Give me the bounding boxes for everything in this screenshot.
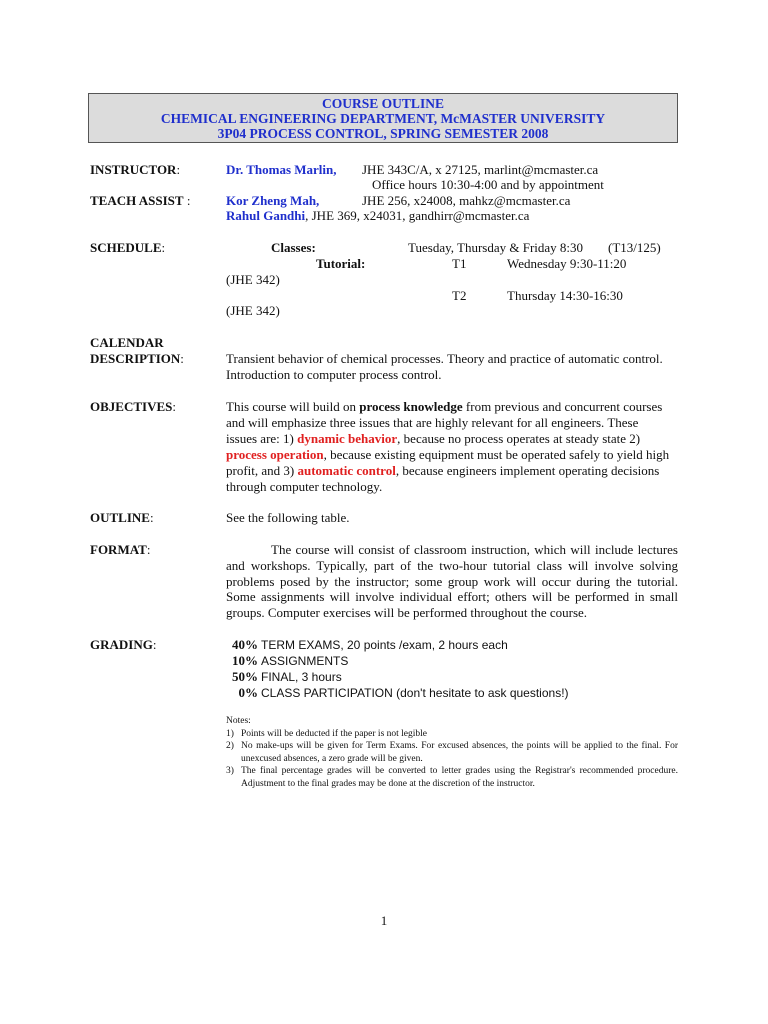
t2-time: Thursday 14:30-16:30: [507, 288, 623, 303]
notes-title: Notes:: [226, 716, 251, 726]
document-header: [88, 93, 678, 143]
ta2-line: [226, 208, 529, 224]
objectives-line2: and will emphasize three issues that are highly relevant for all engineers. These: [226, 415, 639, 430]
classes-room: (T13/125): [608, 240, 661, 255]
ta1-name: Kor Zheng Mah,: [226, 193, 320, 208]
header-department: CHEMICAL ENGINEERING DEPARTMENT, McMASTER UNIVERSITY: [160, 111, 606, 126]
objectives-label: OBJECTIVES:: [90, 399, 176, 414]
classes-time: Tuesday, Thursday & Friday 8:30: [408, 240, 584, 255]
grading-row-2: 10% ASSIGNMENTS: [232, 653, 349, 668]
t1-label: T1: [452, 256, 467, 271]
calendar-line2: Introduction to computer process control.: [226, 367, 442, 382]
classes-label: Classes:: [271, 240, 316, 255]
note-item: 1) Points will be deducted if the paper is not legible: [226, 728, 428, 739]
instructor-name: Dr. Thomas Marlin,: [226, 162, 337, 177]
ta2-name: Rahul Gandhi: [226, 208, 306, 223]
objectives-line5: profit, and 3) automatic control, because engineers implement operating decisions: [226, 463, 660, 478]
grading-row-4: 0% CLASS PARTICIPATION (don't hesitate to ask questions!): [238, 685, 569, 700]
schedule-label: SCHEDULE:: [90, 240, 166, 255]
objectives-line3: issues are: 1) dynamic behavior, because no process operates at steady state 2): [226, 431, 641, 446]
grading-row-3: 50% FINAL, 3 hours: [232, 669, 342, 684]
grading-row-1: 40% TERM EXAMS, 20 points /exam, 2 hours each: [232, 637, 508, 652]
grading-notes: [226, 715, 678, 790]
objectives-line6: through computer technology.: [226, 479, 383, 494]
header-course: 3P04 PROCESS CONTROL, SPRING SEMESTER 2008: [217, 126, 549, 141]
note-item: 3) The final percentage grades will be converted to letter grades using the Registrar's recommended procedure. Adjustment to the final grades may be done at the discretion of the instructor.: [226, 766, 678, 789]
note-item: 2) No make-ups will be given for Term Exams. For excused absences, the points will be applied to the final. For unexcused absences, a zero grade will be given.: [226, 741, 678, 764]
outline-label: OUTLINE:: [90, 510, 154, 525]
header-title: COURSE OUTLINE: [322, 96, 444, 111]
instructor-office-hours: Office hours 10:30-4:00 and by appointment: [372, 177, 604, 192]
grading-label: GRADING:: [90, 637, 157, 652]
t1-room: (JHE 342): [226, 272, 280, 287]
tutorial-label: Tutorial:: [316, 256, 366, 271]
objectives-line4: process operation, because existing equipment must be operated safely to yield high: [226, 447, 670, 462]
instructor-label: INSTRUCTOR:: [90, 162, 181, 177]
calendar-line1: Transient behavior of chemical processes. Theory and practice of automatic control.: [226, 351, 663, 366]
t2-room: (JHE 342): [226, 303, 280, 318]
ta1-details: JHE 256, x24008, mahkz@mcmaster.ca: [362, 193, 571, 208]
format-text: The course will consist of classroom instruction, which will include lectures and workshops. Typically, part of the two-hour tutorial class will involve solving problems posed by the instructor; some group work will occur during the tutorial. Some assignments will involve individual effort; others will be performed in small groups. Computer exercises will be performed throughout the course.: [226, 542, 678, 621]
objectives-line1: This course will build on process knowledge from previous and concurrent courses: [226, 399, 663, 414]
format-label: FORMAT:: [90, 542, 151, 557]
calendar-label: CALENDAR: [90, 335, 164, 350]
ta2-details: , JHE 369, x24031, gandhirr@mcmaster.ca: [305, 208, 530, 223]
instructor-details: JHE 343C/A, x 27125, marlint@mcmaster.ca: [362, 162, 599, 177]
t2-label: T2: [452, 288, 467, 303]
t1-time: Wednesday 9:30-11:20: [507, 256, 627, 271]
page-number: 1: [380, 913, 388, 928]
description-label: DESCRIPTION:: [90, 351, 184, 366]
teach-assist-label: TEACH ASSIST :: [90, 193, 191, 208]
outline-text: See the following table.: [226, 510, 350, 525]
